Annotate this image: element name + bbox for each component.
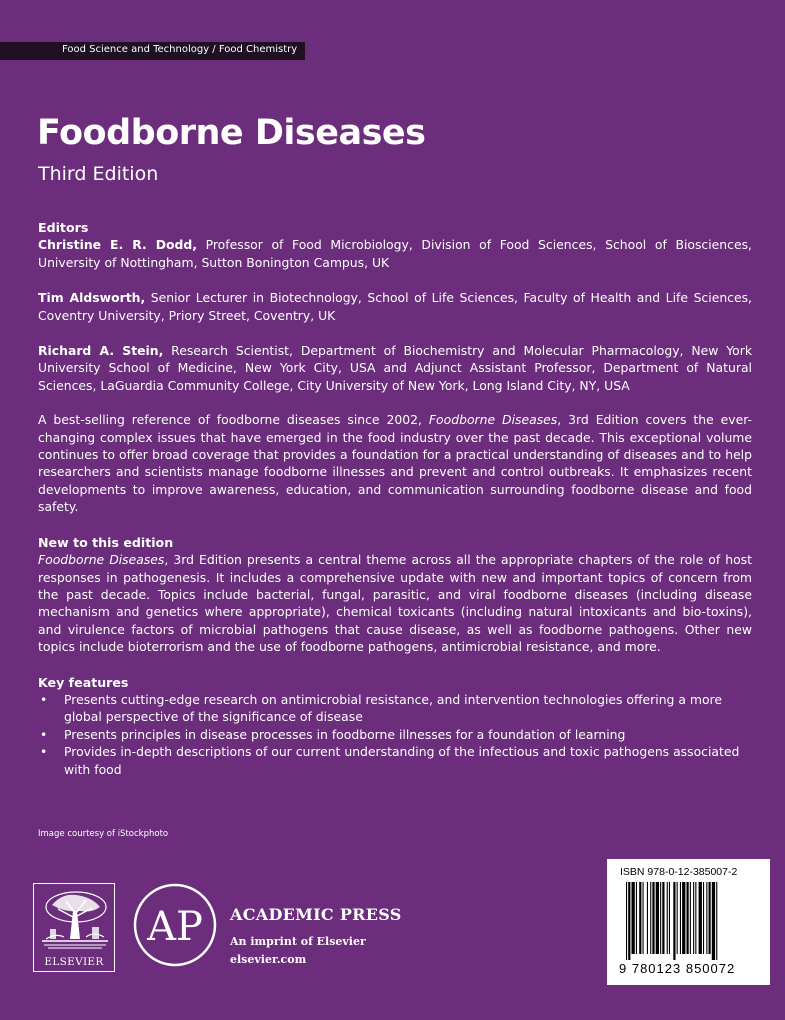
barcode-digits: 9 780123 850072 — [619, 961, 736, 976]
editor-name: Christine E. R. Dodd, — [38, 237, 197, 253]
publisher-url: elsevier.com — [230, 953, 307, 966]
editor-name: Richard A. Stein, — [38, 343, 164, 359]
new-edition-book-title: Foodborne Diseases — [38, 552, 165, 568]
editors-heading: Editors — [38, 220, 89, 235]
elsevier-logo — [33, 883, 115, 972]
image-credit: Image courtesy of iStockphoto — [38, 829, 169, 839]
book-edition: Third Edition — [38, 163, 159, 185]
new-edition-paragraph — [38, 551, 752, 655]
editor-affiliation: Senior Lecturer in Biotechnology, School of Life Sciences, Faculty of Health and Life Sciences, Coventry University, Priory Street, Coventry, UK — [38, 290, 752, 323]
publisher-imprint: An imprint of Elsevier — [230, 935, 366, 948]
editor-name: Tim Aldsworth, — [38, 290, 146, 306]
new-edition-body: , 3rd Edition presents a central theme across all the appropriate chapters of the role of host responses in pathogenesis. It includes a comprehensive update with new and important topics of concern from the past decade. Topics include bacterial, fungal, parasitic, and viral foodborne diseases (including disease mechanism and genetics where appropriate), chemical toxicants (including natural intoxicants and bio-toxins), and virulence factors of microbial pathogens that cause disease, as well as foodborne pathogens. Other new topics include bioterrorism and the use of foodborne pathogens, antimicrobial resistance, and more. — [38, 552, 752, 655]
isbn-label: ISBN 978-0-12-385007-2 — [620, 866, 738, 878]
elsevier-wordmark: ELSEVIER — [44, 956, 104, 968]
editor-affiliation: Professor of Food Microbiology, Division of Food Sciences, School of Biosciences, University of Nottingham, Sutton Bonington Campus, UK — [38, 237, 752, 270]
series-bar — [0, 42, 305, 60]
academic-press-logo — [132, 882, 218, 968]
description-paragraph — [38, 411, 752, 515]
back-cover-text — [38, 219, 752, 778]
ap-monogram: AP — [147, 904, 203, 950]
publisher-name: ACADEMIC PRESS — [230, 905, 402, 924]
series-label: Food Science and Technology / Food Chemistry — [62, 44, 298, 55]
editor-entry — [38, 236, 752, 271]
list-item: • Presents principles in disease processes in foodborne illnesses for a foundation of learning — [38, 726, 752, 743]
book-title: Foodborne Diseases — [37, 113, 426, 153]
key-features-list — [38, 691, 752, 778]
description-body: , 3rd Edition covers the ever-changing complex issues that have emerged in the food industry over the past decade. This exceptional volume continues to offer broad coverage that provides a foundation for a practical understanding of diseases and to help researchers and scientists manage foodborne illnesses and prevent and control outbreaks. It emphasizes recent developments to improve awareness, education, and communication surrounding foodborne disease and food safety. — [38, 412, 752, 515]
list-item: • Provides in-depth descriptions of our current understanding of the infectious and toxic pathogens associated with food — [38, 743, 752, 778]
barcode-bars-icon — [626, 882, 760, 960]
description-book-title: Foodborne Diseases — [428, 412, 558, 428]
editor-affiliation: Research Scientist, Department of Biochemistry and Molecular Pharmacology, New York University School of Medicine, New York City, USA and Adjunct Assistant Professor, Department of Natural Sciences, LaGuardia Community College, City University of New York, Long Island City, NY, USA — [38, 343, 752, 393]
editor-entry — [38, 289, 752, 324]
editor-entry — [38, 342, 752, 394]
elsevier-tree-icon — [40, 889, 110, 951]
new-edition-heading: New to this edition — [38, 534, 174, 550]
description-lead: A best-selling reference of foodborne diseases since 2002, — [38, 412, 429, 428]
key-features-heading: Key features — [38, 674, 129, 690]
list-item: • Presents cutting-edge research on antimicrobial resistance, and intervention technologies offering a more global perspective of the significance of disease — [38, 691, 752, 726]
isbn-barcode — [607, 859, 770, 985]
